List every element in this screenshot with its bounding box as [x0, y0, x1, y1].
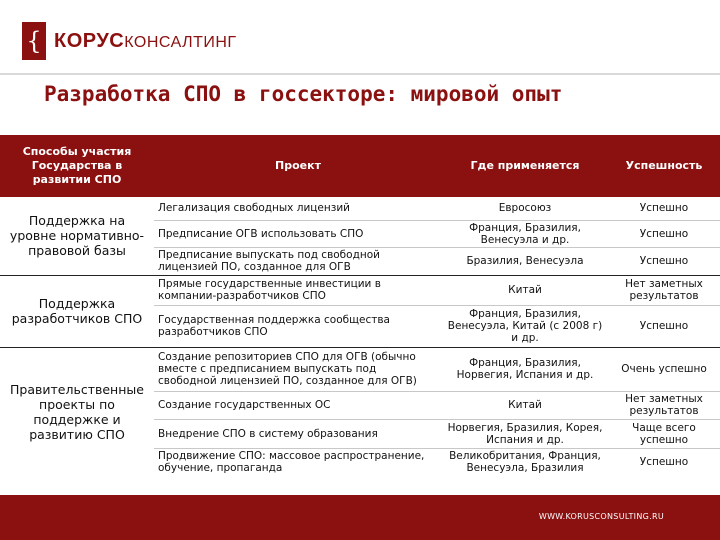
cell-success: Очень успешно [608, 347, 720, 391]
header-divider [0, 73, 720, 75]
cell-where: Франция, Бразилия, Норвегия, Испания и др. [442, 347, 608, 391]
cell-project: Предписание ОГВ использовать СПО [154, 220, 442, 247]
cell-project: Создание репозиториев СПО для ОГВ (обычно вместе с предписанием выпускать под свободной лицензией ПО, созданное для ОГВ) [154, 347, 442, 391]
cell-project: Создание государственных ОС [154, 391, 442, 419]
cell-where: Бразилия, Венесуэла [442, 247, 608, 275]
table-row [0, 275, 720, 305]
header-success: Успешность [608, 135, 720, 197]
cell-success: Нет заметных результатов [608, 391, 720, 419]
table-row [0, 347, 720, 391]
cell-where: Франция, Бразилия, Венесуэла, Китай (с 2008 г) и др. [442, 305, 608, 347]
comparison-table [0, 135, 720, 476]
cell-where: Китай [442, 391, 608, 419]
cell-where: Великобритания, Франция, Венесуэла, Бразилия [449, 450, 601, 475]
group-label: Поддержка разработчиков СПО [0, 275, 154, 347]
cell-where: Евросоюз [442, 197, 608, 220]
footer-bar [0, 495, 720, 540]
cell-success: Успешно [639, 456, 689, 469]
cell-project: Прямые государственные инвестиции в компании-разработчиков СПО [154, 275, 442, 305]
cell-project: Легализация свободных лицензий [154, 197, 442, 220]
cell-success: Нет заметных результатов [608, 275, 720, 305]
cell-project: Предписание выпускать под свободной лицензией ПО, созданное для ОГВ [154, 247, 442, 275]
cell-where: Франция, Бразилия, Венесуэла и др. [442, 220, 608, 247]
logo-mark-icon: { [22, 22, 46, 60]
cell-project: Продвижение СПО: массовое распространение, обучение, пропаганда [158, 450, 425, 475]
group-label: Правительственные проекты по поддержке и развитию СПО [10, 381, 144, 442]
table-header-row [0, 135, 720, 197]
logo-text [54, 30, 237, 53]
cell-success: Успешно [608, 220, 720, 247]
header-where: Где применяется [442, 135, 608, 197]
cell-success: Успешно [608, 305, 720, 347]
logo-brand-light: КОНСАЛТИНГ [124, 33, 237, 51]
cell-success: Успешно [608, 197, 720, 220]
cell-success: Успешно [608, 247, 720, 275]
cell-project: Государственная поддержка сообщества разработчиков СПО [154, 305, 442, 347]
cell-where: Норвегия, Бразилия, Корея, Испания и др. [442, 419, 608, 448]
table-row [0, 197, 720, 220]
company-logo [22, 22, 237, 60]
cell-success: Чаще всего успешно [608, 419, 720, 448]
group-label: Поддержка на уровне нормативно-правовой базы [0, 197, 154, 275]
footer-website-link[interactable]: WWW.KORUSCONSULTING.RU [538, 512, 664, 521]
logo-brand-bold: КОРУС [54, 29, 125, 52]
header-ways: Способы участия Государства в развитии СПО [0, 135, 154, 197]
cell-where: Китай [442, 275, 608, 305]
cell-project: Внедрение СПО в систему образования [154, 419, 442, 448]
slide-title: Разработка СПО в госсекторе: мировой опыт [44, 82, 563, 106]
header-project: Проект [154, 135, 442, 197]
